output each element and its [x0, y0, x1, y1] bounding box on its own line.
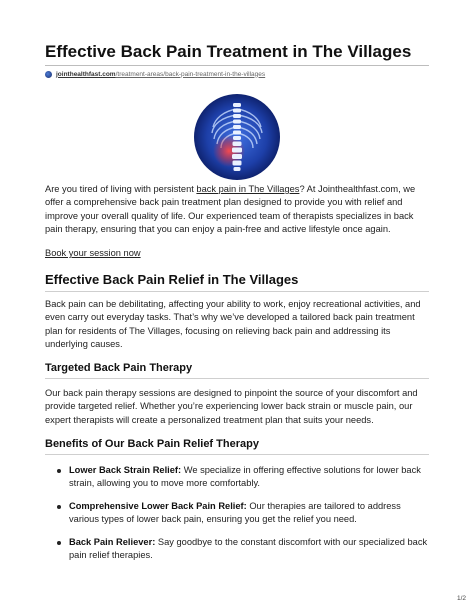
book-session-link[interactable]: Book your session now [45, 248, 141, 258]
section-divider [45, 378, 429, 379]
source-path[interactable]: /treatment-areas/back-pain-treatment-in-the-villages [115, 70, 266, 78]
bullet-icon [57, 469, 61, 473]
section-divider [45, 291, 429, 292]
source-url[interactable] [45, 69, 265, 79]
section-heading-benefits: Benefits of Our Back Pain Relief Therapy [45, 438, 259, 450]
intro-text-before: Are you tired of living with persistent [45, 184, 197, 194]
benefit-text: Our therapies are tailored to address various types of lower back pain, ensuring you get the relief you need. [69, 501, 401, 525]
intro-paragraph [45, 183, 429, 237]
benefit-term: Comprehensive Lower Back Pain Relief: [69, 501, 247, 511]
back-pain-link[interactable]: back pain in The Villages [196, 184, 300, 194]
relief-paragraph: Back pain can be debilitating, affecting your ability to work, enjoy recreational activities, and even carry out everyday tasks. That’s why we’ve developed a tailored back pain treatment plan for residents of The Villages, focusing on relieving back pain and addressing its underlying causes. [45, 299, 421, 350]
benefit-term: Back Pain Reliever: [69, 537, 156, 547]
section-divider [45, 454, 429, 455]
title-divider [45, 65, 429, 66]
benefit-text: Say goodbye to the constant discomfort with our specialized back pain relief therapies. [69, 537, 428, 561]
benefit-term: Lower Back Strain Relief: [69, 465, 182, 475]
page-title: Effective Back Pain Treatment in The Villages [45, 42, 412, 61]
list-item [69, 536, 429, 563]
benefit-text: We specialize in offering effective solutions for lower back strain, allowing you to move more comfortably. [69, 465, 421, 489]
intro-text-after: ? At Jointhealthfast.com, we offer a comprehensive back pain treatment plan designed to provide you with relief and improve your overall quality of life. Our experienced team of therapists specializes in back pain therapy, ensuring that you can enjoy a pain-free and active lifestyle once again. [45, 184, 416, 235]
site-favicon-icon [45, 71, 52, 78]
list-item [69, 500, 429, 527]
section-heading-relief: Effective Back Pain Relief in The Villages [45, 272, 299, 287]
bullet-icon [57, 541, 61, 545]
targeted-paragraph: Our back pain therapy sessions are designed to pinpoint the source of your discomfort and provide targeted relief. Whether you’re experiencing lower back strain or muscle pain, our expert therapists will create a personalized treatment plan that suits your needs. [45, 388, 418, 425]
source-domain[interactable]: jointhealthfast.com [56, 70, 116, 78]
bullet-icon [57, 505, 61, 509]
section-heading-targeted: Targeted Back Pain Therapy [45, 362, 193, 374]
list-item [69, 464, 429, 491]
spine-xray-illustration [193, 93, 281, 181]
page-number: 1/2 [456, 595, 466, 602]
